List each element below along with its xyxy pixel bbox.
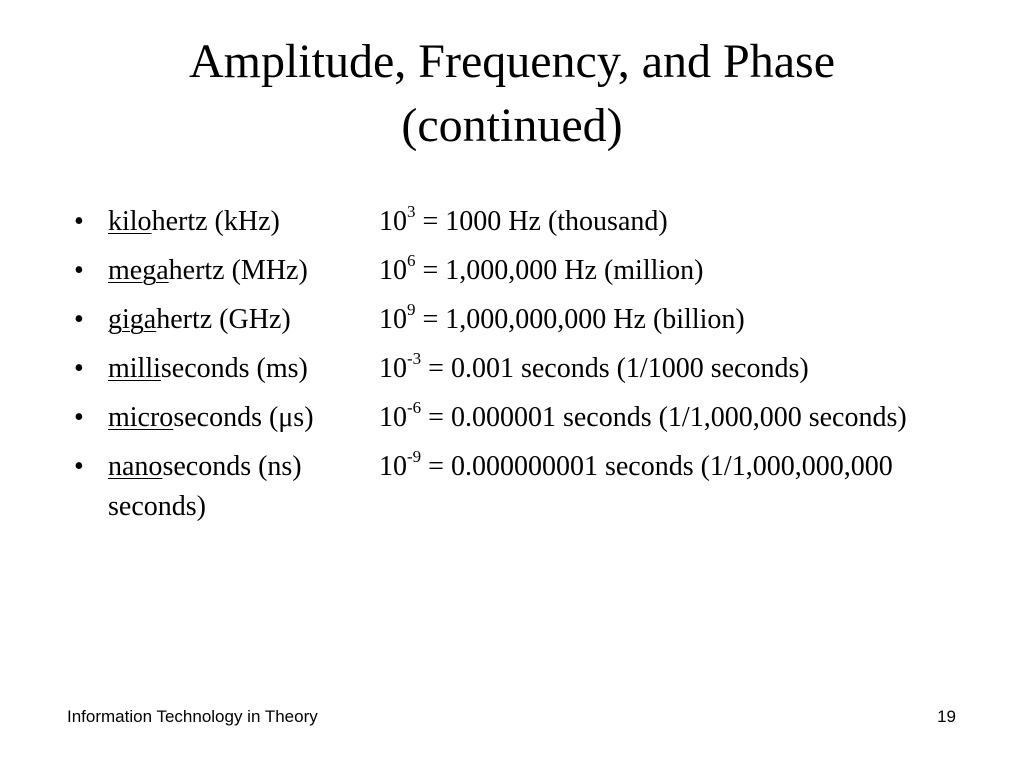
- list-item-milliseconds: [74, 349, 954, 389]
- unit-term: [108, 398, 379, 438]
- list-item-megahertz: [74, 251, 954, 291]
- title-line-2: (continued): [401, 99, 623, 152]
- bullet-list: [74, 202, 954, 536]
- list-item-microseconds: [74, 398, 954, 438]
- unit-term: [108, 300, 379, 340]
- power-base: 10: [379, 402, 407, 433]
- unit-value: = 0.000001 seconds (1/1,000,000 seconds): [421, 402, 907, 433]
- power-exponent: -9: [407, 446, 422, 466]
- power-base: 10: [379, 304, 407, 335]
- power-exponent: -3: [407, 348, 422, 368]
- unit-value: = 1000 Hz (thousand): [415, 206, 668, 237]
- unit-term-rest: seconds (μs): [173, 402, 314, 433]
- unit-term-rest: seconds (ms): [160, 353, 308, 384]
- power-exponent: 3: [407, 201, 416, 221]
- unit-term-rest: hertz (GHz): [156, 304, 291, 335]
- unit-prefix: milli: [108, 353, 161, 384]
- footer-course-title: Information Technology in Theory: [67, 707, 318, 726]
- power-base: 10: [379, 353, 407, 384]
- unit-prefix: kilo: [108, 206, 152, 237]
- unit-term-rest: seconds (ns): [162, 451, 302, 482]
- bullet-dot-icon: •: [74, 353, 84, 384]
- unit-term: [108, 349, 379, 389]
- unit-term-rest: hertz (kHz): [151, 206, 280, 237]
- unit-term-rest: hertz (MHz): [168, 255, 308, 286]
- unit-prefix: nano: [108, 451, 163, 482]
- list-item-kilohertz: [74, 202, 954, 242]
- bullet-dot-icon: •: [74, 451, 84, 482]
- bullet-dot-icon: •: [74, 304, 84, 335]
- list-item-gigahertz: [74, 300, 954, 340]
- power-base: 10: [379, 206, 407, 237]
- unit-term: [108, 251, 379, 291]
- slide-title: [0, 30, 1024, 158]
- unit-term: [108, 447, 379, 487]
- unit-value: = 0.001 seconds (1/1000 seconds): [421, 353, 809, 384]
- power-exponent: -6: [407, 397, 422, 417]
- unit-prefix: mega: [108, 255, 169, 286]
- bullet-dot-icon: •: [74, 255, 84, 286]
- power-exponent: 6: [407, 250, 416, 270]
- unit-term: [108, 202, 379, 242]
- power-base: 10: [379, 451, 407, 482]
- unit-prefix: giga: [108, 304, 157, 335]
- bullet-dot-icon: •: [74, 402, 84, 433]
- unit-value: = 1,000,000,000 Hz (billion): [415, 304, 745, 335]
- power-base: 10: [379, 255, 407, 286]
- unit-value: = 1,000,000 Hz (million): [415, 255, 704, 286]
- unit-value: = 0.000000001 seconds (1/1,000,000,000 seconds): [108, 451, 893, 522]
- bullet-dot-icon: •: [74, 206, 84, 237]
- power-exponent: 9: [407, 299, 416, 319]
- slide-page-number: 19: [937, 707, 956, 726]
- unit-prefix: micro: [108, 402, 174, 433]
- list-item-nanoseconds: [74, 447, 954, 527]
- title-line-1: Amplitude, Frequency, and Phase: [188, 35, 836, 88]
